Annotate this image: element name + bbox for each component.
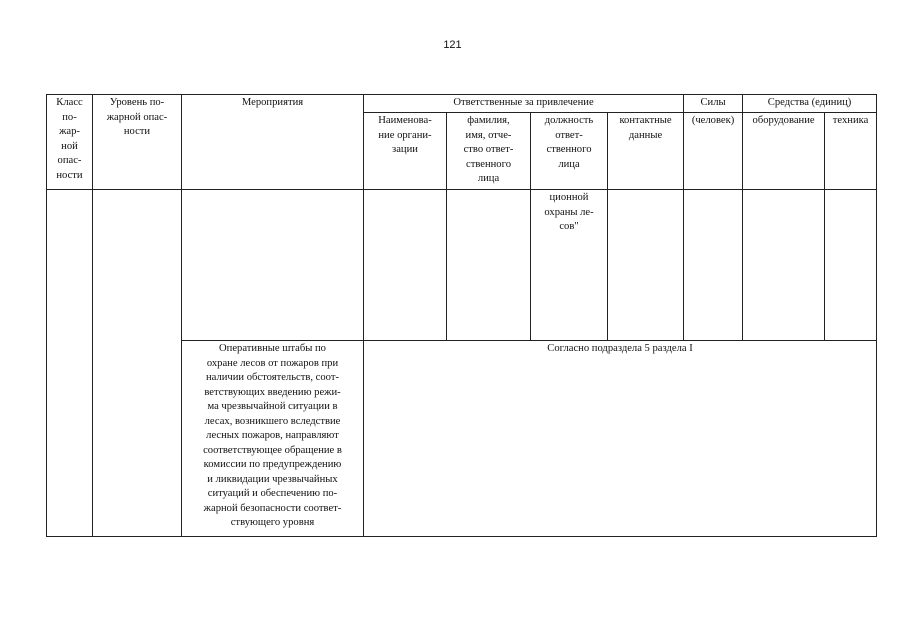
header-responsible-cell <box>364 95 684 113</box>
measure-text-line: лесах, возникшего вследствие <box>204 415 341 427</box>
merged-note-cell <box>364 341 877 537</box>
measure-text-line: Оперативные штабы по <box>219 343 326 354</box>
measure-text-line: и ликвидации чрезвычайных <box>207 473 338 485</box>
measure-text-line: лесных пожаров, направляют <box>206 430 339 441</box>
header-position-cell <box>531 113 608 190</box>
header-position-line: лица <box>558 158 580 170</box>
header-measures-cell <box>182 95 364 190</box>
body-equipment-cell <box>743 190 825 341</box>
header-org-name-line: ние органи- <box>378 129 432 141</box>
header-org-name-line: зации <box>392 144 418 155</box>
body-org-name-cell <box>364 190 447 341</box>
header-class-line: ной <box>61 140 78 152</box>
header-person-name-line: имя, отче- <box>465 129 512 141</box>
body-position-line: сов" <box>559 221 579 232</box>
header-contacts-line: данные <box>628 129 663 141</box>
measure-text-line: охране лесов от пожаров при <box>206 357 339 369</box>
header-class-line: ности <box>56 169 83 181</box>
header-responsible-label: Ответственные за привлечение <box>453 97 594 108</box>
measure-text-line: ситуаций и обеспечению по- <box>207 488 338 499</box>
body-position-cell <box>531 190 608 341</box>
header-position-line: ответ- <box>555 129 583 141</box>
header-contacts-line: контактные <box>619 115 672 126</box>
merged-note-text: Согласно подраздела 5 раздела I <box>547 343 693 354</box>
header-person-name-line: ственного <box>466 158 511 170</box>
header-class-cell <box>47 95 93 190</box>
header-person-name-cell <box>447 113 531 190</box>
body-machinery-cell <box>825 190 877 341</box>
body-position-line: охраны ле- <box>544 206 594 218</box>
header-class-line: жар- <box>59 126 80 137</box>
header-forces-cell <box>684 95 743 113</box>
header-forces-unit-cell <box>684 113 743 190</box>
fire-hazard-measures-table <box>46 94 877 537</box>
header-row-1 <box>47 95 877 113</box>
body-measure-cell-2 <box>182 341 364 537</box>
header-person-name-line: лица <box>477 173 500 184</box>
header-class-line: опас- <box>57 155 82 166</box>
header-forces-unit-label: (человек) <box>691 115 735 126</box>
measure-text-line: ствующего уровня <box>230 517 315 528</box>
header-machinery-label: техника <box>832 115 869 126</box>
body-person-name-cell <box>447 190 531 341</box>
header-level-line: ности <box>123 126 151 137</box>
header-position-line: ственного <box>546 144 592 155</box>
header-org-name-line: Наименова- <box>378 115 432 126</box>
body-contacts-cell <box>608 190 684 341</box>
header-level-cell <box>93 95 182 190</box>
header-level-line: Уровень по- <box>109 97 165 108</box>
measure-text-line: жарной безопасности соответ- <box>203 502 342 514</box>
header-equipment-cell <box>743 113 825 190</box>
measure-text-line: ма чрезвычайной ситуации в <box>207 401 338 412</box>
measure-text-line: наличии обстоятельств, соот- <box>206 372 339 383</box>
header-person-name-line: фамилия, <box>467 115 510 126</box>
measure-text-line: комиссии по предупреждению <box>203 459 342 470</box>
body-level-cell <box>93 190 182 537</box>
header-class-line: по- <box>62 111 77 123</box>
header-contacts-cell <box>608 113 684 190</box>
header-level-line: жарной опас- <box>106 111 168 123</box>
header-equipment-label: оборудование <box>752 115 815 126</box>
measure-text-line: соответствующее обращение в <box>203 444 342 456</box>
body-row-1 <box>47 190 877 341</box>
header-person-name-line: ство ответ- <box>463 144 514 155</box>
body-measure-cell-1 <box>182 190 364 341</box>
header-measures-label: Мероприятия <box>241 97 304 108</box>
header-forces-label: Силы <box>700 97 726 108</box>
header-class-line: Класс <box>56 97 83 108</box>
measure-text-line: ветствующих введению режи- <box>204 386 341 398</box>
header-position-line: должность <box>544 115 594 126</box>
page-number: 121 <box>443 39 462 51</box>
header-means-label: Средства (единиц) <box>767 97 852 108</box>
header-org-name-cell <box>364 113 447 190</box>
body-class-cell <box>47 190 93 537</box>
header-means-cell <box>743 95 877 113</box>
body-position-line: ционной <box>549 192 589 203</box>
header-machinery-cell <box>825 113 877 190</box>
body-forces-cell <box>684 190 743 341</box>
